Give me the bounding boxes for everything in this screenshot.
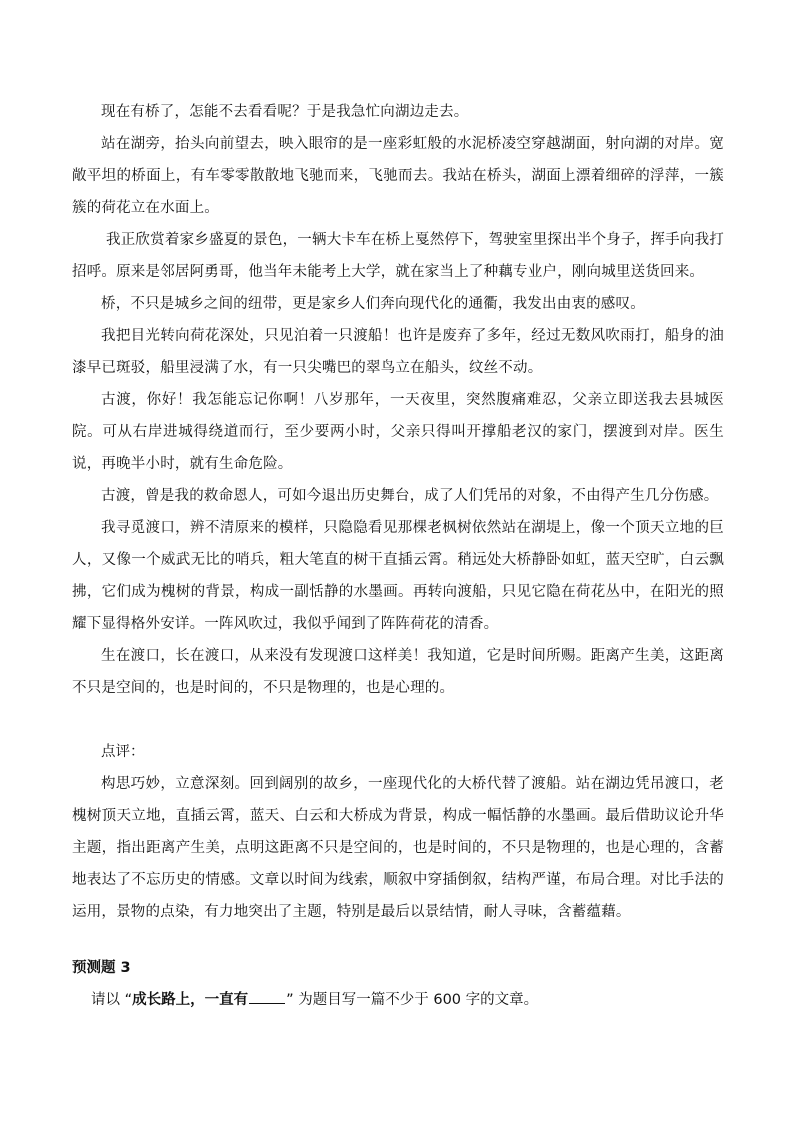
essay-paragraph-5: 我把目光转向荷花深处，只见泊着一只渡船！也许是废弃了多年，经过无数风吹雨打，船身的油漆早已斑驳，船里浸满了水，有一只尖嘴巴的翠鸟立在船头，纹丝不动。 — [72, 328, 724, 376]
comment-label: 点评： — [101, 744, 145, 760]
document-body — [72, 96, 724, 1016]
essay-paragraph-6: 古渡，你好！我怎能忘记你啊！八岁那年，一天夜里，突然腹痛难忍，父亲立即送我去县城医院。可从右岸进城得绕道而行，至少要两小时，父亲只得叫开撑船老汉的家门，摆渡到对岸。医生说，再晚半小时，就有生命危险。 — [72, 392, 724, 472]
essay-paragraph-7: 古渡，曾是我的救命恩人，可如今退出历史舞台，成了人们凭吊的对象，不由得产生几分伤感。 — [101, 488, 719, 504]
essay-paragraph-3: 我正欣赏着家乡盛夏的景色，一辆大卡车在桥上戛然停下，驾驶室里探出半个身子，挥手向我打招呼。原来是邻居阿勇哥，他当年未能考上大学，就在家当上了种藕专业户，刚向城里送货回来。 — [72, 232, 724, 280]
prompt-suffix: 为题目写一篇不少于 600 字的文章。 — [293, 992, 539, 1008]
prediction-prompt — [72, 984, 724, 1016]
essay-paragraph-9: 生在渡口，长在渡口，从来没有发现渡口这样美！我知道，它是时间所赐。距离产生美，这距离不只是空间的，也是时间的，不只是物理的，也是心理的。 — [72, 648, 724, 696]
section-spacer — [72, 704, 724, 736]
prediction-heading: 预测题 3 — [72, 960, 131, 976]
prompt-title: 成长路上，一直有 — [132, 992, 249, 1008]
essay-paragraph-8: 我寻觅渡口，辨不清原来的模样，只隐隐看见那棵老枫树依然站在湖堤上，像一个顶天立地的巨人，又像一个威武无比的哨兵，粗大笔直的树干直插云霄。稍远处大桥静卧如虹，蓝天空旷，白云飘拂，它们成为槐树的背景，构成一副恬静的水墨画。再转向渡船，只见它隐在荷花丛中，在阳光的照耀下显得格外安详。一阵风吹过，我似乎闻到了阵阵荷花的清香。 — [72, 520, 724, 632]
essay-paragraph-1: 现在有桥了，怎能不去看看呢？于是我急忙向湖边走去。 — [101, 104, 469, 120]
prompt-close-quote: ” — [286, 992, 294, 1008]
prompt-blank — [249, 989, 285, 1004]
essay-paragraph-2: 站在湖旁，抬头向前望去，映入眼帘的是一座彩虹般的水泥桥凌空穿越湖面，射向湖的对岸。宽敞平坦的桥面上，有车零零散散地飞驰而来，飞驰而去。我站在桥头，湖面上漂着细碎的浮萍，一簇簇的荷花立在水面上。 — [72, 136, 724, 216]
comment-text: 构思巧妙，立意深刻。回到阔别的故乡，一座现代化的大桥代替了渡船。站在湖边凭吊渡口，老槐树顶天立地，直插云霄，蓝天、白云和大桥成为背景，构成一幅恬静的水墨画。最后借助议论升华主题，指出距离产生美，点明这距离不只是空间的，也是时间的，不只是物理的，也是心理的，含蓄地表达了不忘历史的情感。文章以时间为线索，顺叙中穿插倒叙，结构严谨，布局合理。对比手法的运用，景物的点染，有力地突出了主题，特别是最后以景结情，耐人寻味，含蓄蕴藉。 — [72, 776, 724, 920]
prompt-prefix: 请以 “ — [91, 992, 133, 1008]
essay-paragraph-4: 桥，不只是城乡之间的纽带，更是家乡人们奔向现代化的通衢，我发出由衷的感叹。 — [101, 296, 645, 312]
